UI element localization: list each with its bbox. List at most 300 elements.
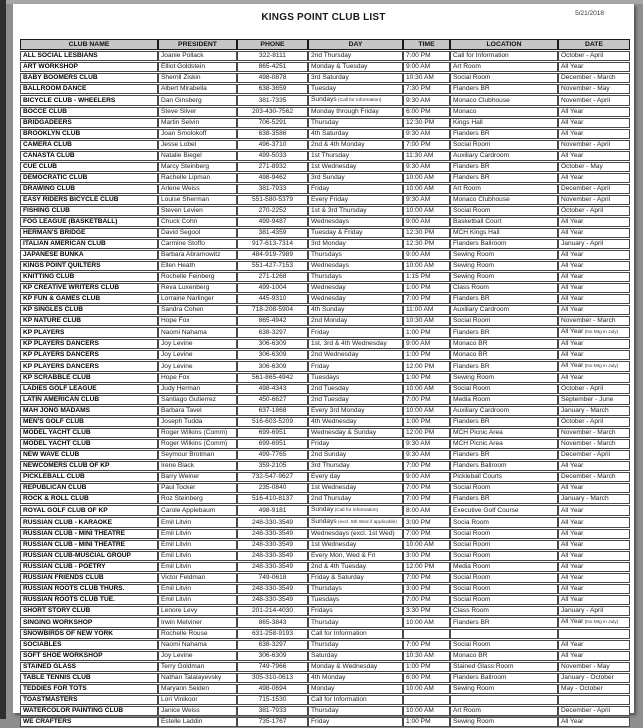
club-name-cell: TABLE TENNIS CLUB — [20, 673, 158, 683]
day-cell: 2nd Sunday — [308, 450, 403, 460]
day-cell: Wednesdays — [308, 217, 403, 227]
phone-cell: 306-6309 — [237, 361, 308, 372]
time-cell: 10:00 AM — [403, 617, 450, 628]
time-cell: 1:00 PM — [403, 283, 450, 293]
day-cell: 2nd Tuesday — [308, 384, 403, 394]
table-row — [20, 673, 630, 683]
date-cell: December - April — [558, 706, 630, 716]
day-cell: Friday — [308, 184, 403, 194]
time-cell: 11:00 AM — [403, 305, 450, 315]
day-cell: Wednesday — [308, 294, 403, 304]
day-cell: Every day — [308, 472, 403, 482]
time-cell: 10:00 AM — [403, 384, 450, 394]
location-cell: Media Room — [450, 562, 558, 572]
table-row — [20, 450, 630, 460]
day-cell: Call for Information — [308, 695, 403, 705]
phone-cell: 270-2252 — [237, 206, 308, 216]
club-name-cell: MODEL YACHT CLUB — [20, 428, 158, 438]
club-name-cell: LADIES GOLF LEAGUE — [20, 384, 158, 394]
location-cell: Auxiliary Cardroom — [450, 151, 558, 161]
time-cell: 9:00 AM — [403, 62, 450, 72]
club-name-cell: ART WORKSHOP — [20, 62, 158, 72]
location-cell: Social Room — [450, 384, 558, 394]
president-cell: Sherrill Ziskin — [158, 73, 237, 83]
table-row — [20, 651, 630, 661]
location-cell: Flanders BR — [450, 361, 558, 372]
day-cell: 4th Wednesday — [308, 417, 403, 427]
president-cell: Steven Levien — [158, 206, 237, 216]
club-name-cell: FOG LEAGUE (BASKETBALL) — [20, 217, 158, 227]
day-cell: Monday through Friday — [308, 107, 403, 117]
day-cell: Thursday — [308, 617, 403, 628]
time-cell: 10:00 AM — [403, 540, 450, 550]
table-row — [20, 428, 630, 438]
date-cell: All Year — [558, 562, 630, 572]
location-cell: Stained Glass Room — [450, 662, 558, 672]
phone-cell: 498-0878 — [237, 73, 308, 83]
day-cell: Thursdays — [308, 250, 403, 260]
location-cell: Social Room — [450, 540, 558, 550]
location-cell: Media Room — [450, 395, 558, 405]
location-cell: Flanders BR — [450, 494, 558, 504]
location-cell: Basketball Court — [450, 217, 558, 227]
time-cell: 7:00 PM — [403, 483, 450, 493]
table-row — [20, 417, 630, 427]
phone-cell: 749-7966 — [237, 662, 308, 672]
location-cell: Monaco Clubhouse — [450, 95, 558, 106]
table-row — [20, 162, 630, 172]
day-cell: 2nd Wednesday — [308, 350, 403, 360]
phone-cell: 706-5291 — [237, 118, 308, 128]
day-cell: Tuesdays — [308, 373, 403, 383]
location-cell: Social Room — [450, 595, 558, 605]
phone-cell: 445-9310 — [237, 294, 308, 304]
day-cell: 1st, 3rd & 4th Wednesday — [308, 339, 403, 349]
date-cell: All Year — [558, 640, 630, 650]
date-cell: All Year — [558, 261, 630, 271]
phone-cell: 499-5033 — [237, 151, 308, 161]
document-page — [13, 4, 634, 725]
day-cell: 4th Monday — [308, 673, 403, 683]
club-name-cell: BROOKLYN CLUB — [20, 129, 158, 139]
date-cell: All Year — [558, 217, 630, 227]
club-name-cell: NEW WAVE CLUB — [20, 450, 158, 460]
table-row — [20, 140, 630, 150]
time-cell: 12:00 PM — [403, 562, 450, 572]
club-name-cell: KP PLAYERS — [20, 327, 158, 338]
table-row — [20, 551, 630, 561]
president-cell: Dan Ginsberg — [158, 95, 237, 106]
club-name-cell: SINGING WORKSHOP — [20, 617, 158, 628]
phone-cell: 499-1004 — [237, 283, 308, 293]
table-row — [20, 562, 630, 572]
document-date: 5/21/2018 — [575, 10, 604, 17]
day-cell: Friday — [308, 439, 403, 449]
time-cell: 3:00 PM — [403, 551, 450, 561]
president-cell: Judy Herman — [158, 384, 237, 394]
phone-cell: 248-330-3549 — [237, 517, 308, 528]
club-name-cell: REPUBLICAN CLUB — [20, 483, 158, 493]
date-cell: All Year — [558, 250, 630, 260]
club-name-cell: KP PLAYERS DANCERS — [20, 350, 158, 360]
table-row — [20, 494, 630, 504]
day-cell: 2nd Monday — [308, 316, 403, 326]
date-cell: All Year — [558, 584, 630, 594]
location-cell: Sewing Room — [450, 272, 558, 282]
location-cell: Socia Room — [450, 517, 558, 528]
president-cell: Irwin Metviner — [158, 617, 237, 628]
club-name-cell: RUSSIAN CLUB - KARAOKE — [20, 517, 158, 528]
day-cell: 2nd & 4th Monday — [308, 140, 403, 150]
president-cell: Joseph Tudda — [158, 417, 237, 427]
president-cell: Joy Levine — [158, 361, 237, 372]
day-cell: Every 3rd Monday — [308, 406, 403, 416]
president-cell: Chuck Cohn — [158, 217, 237, 227]
club-name-cell: SOCIABLES — [20, 640, 158, 650]
cell-note: (No Mtg in July) — [583, 364, 619, 369]
table-row — [20, 327, 630, 338]
column-header-president: PRESIDENT — [158, 39, 237, 50]
time-cell — [403, 629, 450, 639]
day-cell: 2nd Thursday — [308, 494, 403, 504]
location-cell: Monaco BR — [450, 339, 558, 349]
time-cell: 1:00 PM — [403, 717, 450, 727]
date-cell: January - October — [558, 673, 630, 683]
table-row — [20, 406, 630, 416]
club-name-cell: RUSSIAN ROOTS CLUB TUE. — [20, 595, 158, 605]
time-cell: 9:30 AM — [403, 439, 450, 449]
time-cell: 7:00 PM — [403, 494, 450, 504]
day-cell: Friday & Saturday — [308, 573, 403, 583]
phone-cell: 631-258-9193 — [237, 629, 308, 639]
president-cell: Louise Sherman — [158, 195, 237, 205]
phone-cell: 516-603-5209 — [237, 417, 308, 427]
location-cell: Flanders BR — [450, 173, 558, 183]
phone-cell: 498-9181 — [237, 505, 308, 516]
time-cell: 10:00 AM — [403, 706, 450, 716]
club-name-cell: BRIDGADEERS — [20, 118, 158, 128]
time-cell: 1:15 PM — [403, 272, 450, 282]
president-cell: Emil Litvin — [158, 540, 237, 550]
day-cell: Monday — [308, 684, 403, 694]
president-cell: Albert Mirabella — [158, 84, 237, 94]
table-row — [20, 606, 630, 616]
club-name-cell: ROCK & ROLL CLUB — [20, 494, 158, 504]
location-cell: Flanders Ballroom — [450, 461, 558, 471]
day-cell: 3rd Monday — [308, 239, 403, 249]
club-name-cell: KP NATURE CLUB — [20, 316, 158, 326]
day-cell: 4th Sunday — [308, 305, 403, 315]
phone-cell: 516-410-8137 — [237, 494, 308, 504]
phone-cell: 248-330-3549 — [237, 584, 308, 594]
phone-cell: 248-330-3549 — [237, 540, 308, 550]
day-cell: Tuesday — [308, 84, 403, 94]
time-cell: 11:30 AM — [403, 151, 450, 161]
table-row — [20, 129, 630, 139]
phone-cell: 381-7335 — [237, 95, 308, 106]
president-cell: Marcy Steinberg — [158, 162, 237, 172]
day-cell: Monday & Wednesday — [308, 662, 403, 672]
date-cell: All Year — [558, 517, 630, 528]
day-cell: Call for Information — [308, 629, 403, 639]
location-cell — [450, 695, 558, 705]
location-cell: Sewing Room — [450, 250, 558, 260]
date-cell: January - March — [558, 494, 630, 504]
location-cell: MCH Picnic Area — [450, 439, 558, 449]
president-cell: Nathan Talalayevsky — [158, 673, 237, 683]
table-row — [20, 595, 630, 605]
club-name-cell: BICYCLE CLUB - WHEELERS — [20, 95, 158, 106]
time-cell: 3:00 PM — [403, 584, 450, 594]
president-cell: Ellen Heath — [158, 261, 237, 271]
day-cell: 1st Wednesday — [308, 483, 403, 493]
club-name-cell: RUSSIAN FRIENDS CLUB — [20, 573, 158, 583]
time-cell: 9:30 AM — [403, 129, 450, 139]
time-cell: 9:30 AM — [403, 450, 450, 460]
club-name-cell: KP PLAYERS DANCERS — [20, 339, 158, 349]
cell-note: (No Mtg in July) — [583, 330, 619, 335]
phone-cell: 699-6951 — [237, 428, 308, 438]
phone-cell: 638-3297 — [237, 327, 308, 338]
president-cell: Steve Silver — [158, 107, 237, 117]
column-header-club-name: CLUB NAME — [20, 39, 158, 50]
president-cell: Paul Tocker — [158, 483, 237, 493]
club-name-cell: KP SINGLES CLUB — [20, 305, 158, 315]
president-cell: Irene Black — [158, 461, 237, 471]
date-cell: All Year — [558, 373, 630, 383]
president-cell: Hope Fox — [158, 373, 237, 383]
phone-cell: 498-4343 — [237, 384, 308, 394]
table-row — [20, 529, 630, 539]
phone-cell: 732-547-9627 — [237, 472, 308, 482]
club-name-cell: STAINED GLASS — [20, 662, 158, 672]
phone-cell: 306-6309 — [237, 350, 308, 360]
location-cell: Monaco — [450, 107, 558, 117]
location-cell: Flanders BR — [450, 294, 558, 304]
time-cell: 6:00 PM — [403, 107, 450, 117]
time-cell: 1:00 PM — [403, 373, 450, 383]
club-name-cell: TEDDIES FOR TOTS — [20, 684, 158, 694]
time-cell: 7:00 PM — [403, 51, 450, 61]
time-cell: 7:00 PM — [403, 294, 450, 304]
phone-cell: 715-1530 — [237, 695, 308, 705]
phone-cell: 305-310-0613 — [237, 673, 308, 683]
time-cell: 7:00 PM — [403, 395, 450, 405]
time-cell: 7:00 PM — [403, 529, 450, 539]
date-cell: November - May — [558, 84, 630, 94]
time-cell: 9:30 AM — [403, 162, 450, 172]
table-row — [20, 584, 630, 594]
day-cell: Thursday — [308, 706, 403, 716]
location-cell: Monaco BR — [450, 350, 558, 360]
location-cell: Social Room — [450, 573, 558, 583]
phone-cell: 499-7765 — [237, 450, 308, 460]
president-cell: Naomi Nahama — [158, 640, 237, 650]
club-name-cell: HERMAN'S BRIDGE — [20, 228, 158, 238]
day-cell: Saturday — [308, 651, 403, 661]
location-cell: Art Room — [450, 184, 558, 194]
club-name-cell: KP SCRABBLE CLUB — [20, 373, 158, 383]
document-header — [13, 4, 634, 34]
president-cell: Emil Litvin — [158, 551, 237, 561]
table-row — [20, 184, 630, 194]
table-row — [20, 305, 630, 315]
date-cell: October - April — [558, 206, 630, 216]
club-name-cell: CAMERA CLUB — [20, 140, 158, 150]
date-cell: January - April — [558, 239, 630, 249]
date-cell: All Year — [558, 595, 630, 605]
club-name-cell: KINGS POINT QUILTERS — [20, 261, 158, 271]
club-name-cell: SNOWBIRDS OF NEW YORK — [20, 629, 158, 639]
date-cell: All Year — [558, 529, 630, 539]
day-cell: Sundays (excl. 5th Wed if applicable) — [308, 517, 403, 528]
club-name-cell: SHORT STORY CLUB — [20, 606, 158, 616]
club-name-cell: RUSSIAN CLUB - MINI THEATRE — [20, 529, 158, 539]
date-cell: All Year — [558, 283, 630, 293]
date-cell: November - March — [558, 428, 630, 438]
table-row — [20, 662, 630, 672]
table-row — [20, 706, 630, 716]
president-cell: Barry Weiner — [158, 472, 237, 482]
day-cell: Fridays — [308, 606, 403, 616]
table-row — [20, 573, 630, 583]
president-cell: Janice Weiss — [158, 706, 237, 716]
date-cell: January - March — [558, 406, 630, 416]
location-cell: Flanders BR — [450, 417, 558, 427]
phone-cell: 499-9487 — [237, 217, 308, 227]
date-cell: All Year — [558, 540, 630, 550]
table-row — [20, 350, 630, 360]
club-name-cell: ALL SOCIAL LESBIANS — [20, 51, 158, 61]
club-name-cell: MAH JONG MADAMS — [20, 406, 158, 416]
time-cell: 10:00 AM — [403, 184, 450, 194]
phone-cell: 638-3297 — [237, 640, 308, 650]
table-row — [20, 84, 630, 94]
date-cell: All Year (No Mtg in July) — [558, 361, 630, 372]
phone-cell: 271-1268 — [237, 272, 308, 282]
phone-cell: 699-6951 — [237, 439, 308, 449]
phone-cell: 322-8111 — [237, 51, 308, 61]
time-cell: 10:00 AM — [403, 173, 450, 183]
table-row — [20, 517, 630, 528]
day-cell: Wednesdays — [308, 261, 403, 271]
phone-cell: 865-4251 — [237, 62, 308, 72]
table-row — [20, 206, 630, 216]
president-cell: Roger Wilkins (Comm) — [158, 428, 237, 438]
table-row — [20, 316, 630, 326]
table-row — [20, 395, 630, 405]
time-cell: 9:00 AM — [403, 217, 450, 227]
date-cell: October - April — [558, 51, 630, 61]
table-row — [20, 695, 630, 705]
date-cell: May - October — [558, 684, 630, 694]
time-cell: 7:00 PM — [403, 461, 450, 471]
club-name-cell: WE CRAFTERS — [20, 717, 158, 727]
table-row — [20, 107, 630, 117]
location-cell: Monaco Clubhouse — [450, 195, 558, 205]
table-row — [20, 617, 630, 628]
location-cell: Flanders BR — [450, 327, 558, 338]
club-name-cell: CANASTA CLUB — [20, 151, 158, 161]
location-cell: Kings Hall — [450, 118, 558, 128]
location-cell: Sewing Room — [450, 261, 558, 271]
time-cell: 12:00 PM — [403, 361, 450, 372]
table-row — [20, 195, 630, 205]
president-cell: Arlene Weiss — [158, 184, 237, 194]
phone-cell: 201-214-4030 — [237, 606, 308, 616]
viewer-left-bar — [0, 0, 6, 719]
time-cell: 1:00 PM — [403, 417, 450, 427]
date-cell: January - April — [558, 606, 630, 616]
date-cell: November - March — [558, 316, 630, 326]
day-cell: 1st Wednesday — [308, 540, 403, 550]
date-cell: All Year — [558, 651, 630, 661]
location-cell: Art Room — [450, 62, 558, 72]
table-row — [20, 173, 630, 183]
cell-note: (excl. 5th Wed if applicable) — [336, 520, 397, 525]
date-cell: All Year — [558, 305, 630, 315]
table-row — [20, 250, 630, 260]
date-cell: All Year — [558, 107, 630, 117]
date-cell: All Year — [558, 505, 630, 516]
date-cell: All Year — [558, 272, 630, 282]
day-cell: 1st Wednesday — [308, 162, 403, 172]
table-row — [20, 361, 630, 372]
location-cell — [450, 629, 558, 639]
day-cell: Tuesday & Friday — [308, 228, 403, 238]
club-name-cell: DRAWING CLUB — [20, 184, 158, 194]
president-cell: Lorraine Narlinger — [158, 294, 237, 304]
president-cell: Joy Levine — [158, 339, 237, 349]
location-cell: Class Room — [450, 606, 558, 616]
date-cell: October - April — [558, 384, 630, 394]
location-cell: Art Room — [450, 706, 558, 716]
phone-cell: 718-208-5904 — [237, 305, 308, 315]
date-cell: November - April — [558, 195, 630, 205]
club-table-body — [20, 51, 630, 727]
phone-cell: 203-430-7562 — [237, 107, 308, 117]
column-header-time: TIME — [403, 39, 450, 50]
phone-cell: 561-865-4942 — [237, 373, 308, 383]
location-cell: Call for Information — [450, 51, 558, 61]
date-cell: December - April — [558, 184, 630, 194]
president-cell: Rachelle Lipman — [158, 173, 237, 183]
president-cell: Lenore Levy — [158, 606, 237, 616]
location-cell: Social Room — [450, 551, 558, 561]
time-cell: 3:00 PM — [403, 517, 450, 528]
day-cell: 4th Saturday — [308, 129, 403, 139]
time-cell: 1:00 PM — [403, 662, 450, 672]
day-cell: Wednesday — [308, 283, 403, 293]
location-cell: Pickleball Courts — [450, 472, 558, 482]
phone-cell: 248-330-3549 — [237, 562, 308, 572]
table-row — [20, 483, 630, 493]
time-cell: 7:00 PM — [403, 573, 450, 583]
time-cell: 10:00 AM — [403, 206, 450, 216]
day-cell: Thursday — [308, 640, 403, 650]
club-name-cell: BABY BOOMERS CLUB — [20, 73, 158, 83]
president-cell: Emil Litvin — [158, 529, 237, 539]
date-cell: December - March — [558, 472, 630, 482]
date-cell: All Year — [558, 228, 630, 238]
phone-cell: 484-919-7989 — [237, 250, 308, 260]
date-cell: December - March — [558, 73, 630, 83]
president-cell: Joanie Pollack — [158, 51, 237, 61]
date-cell: All Year — [558, 294, 630, 304]
cell-note: (No Mtg in July) — [583, 620, 619, 625]
table-row — [20, 228, 630, 238]
column-header-day: DAY — [308, 39, 403, 50]
